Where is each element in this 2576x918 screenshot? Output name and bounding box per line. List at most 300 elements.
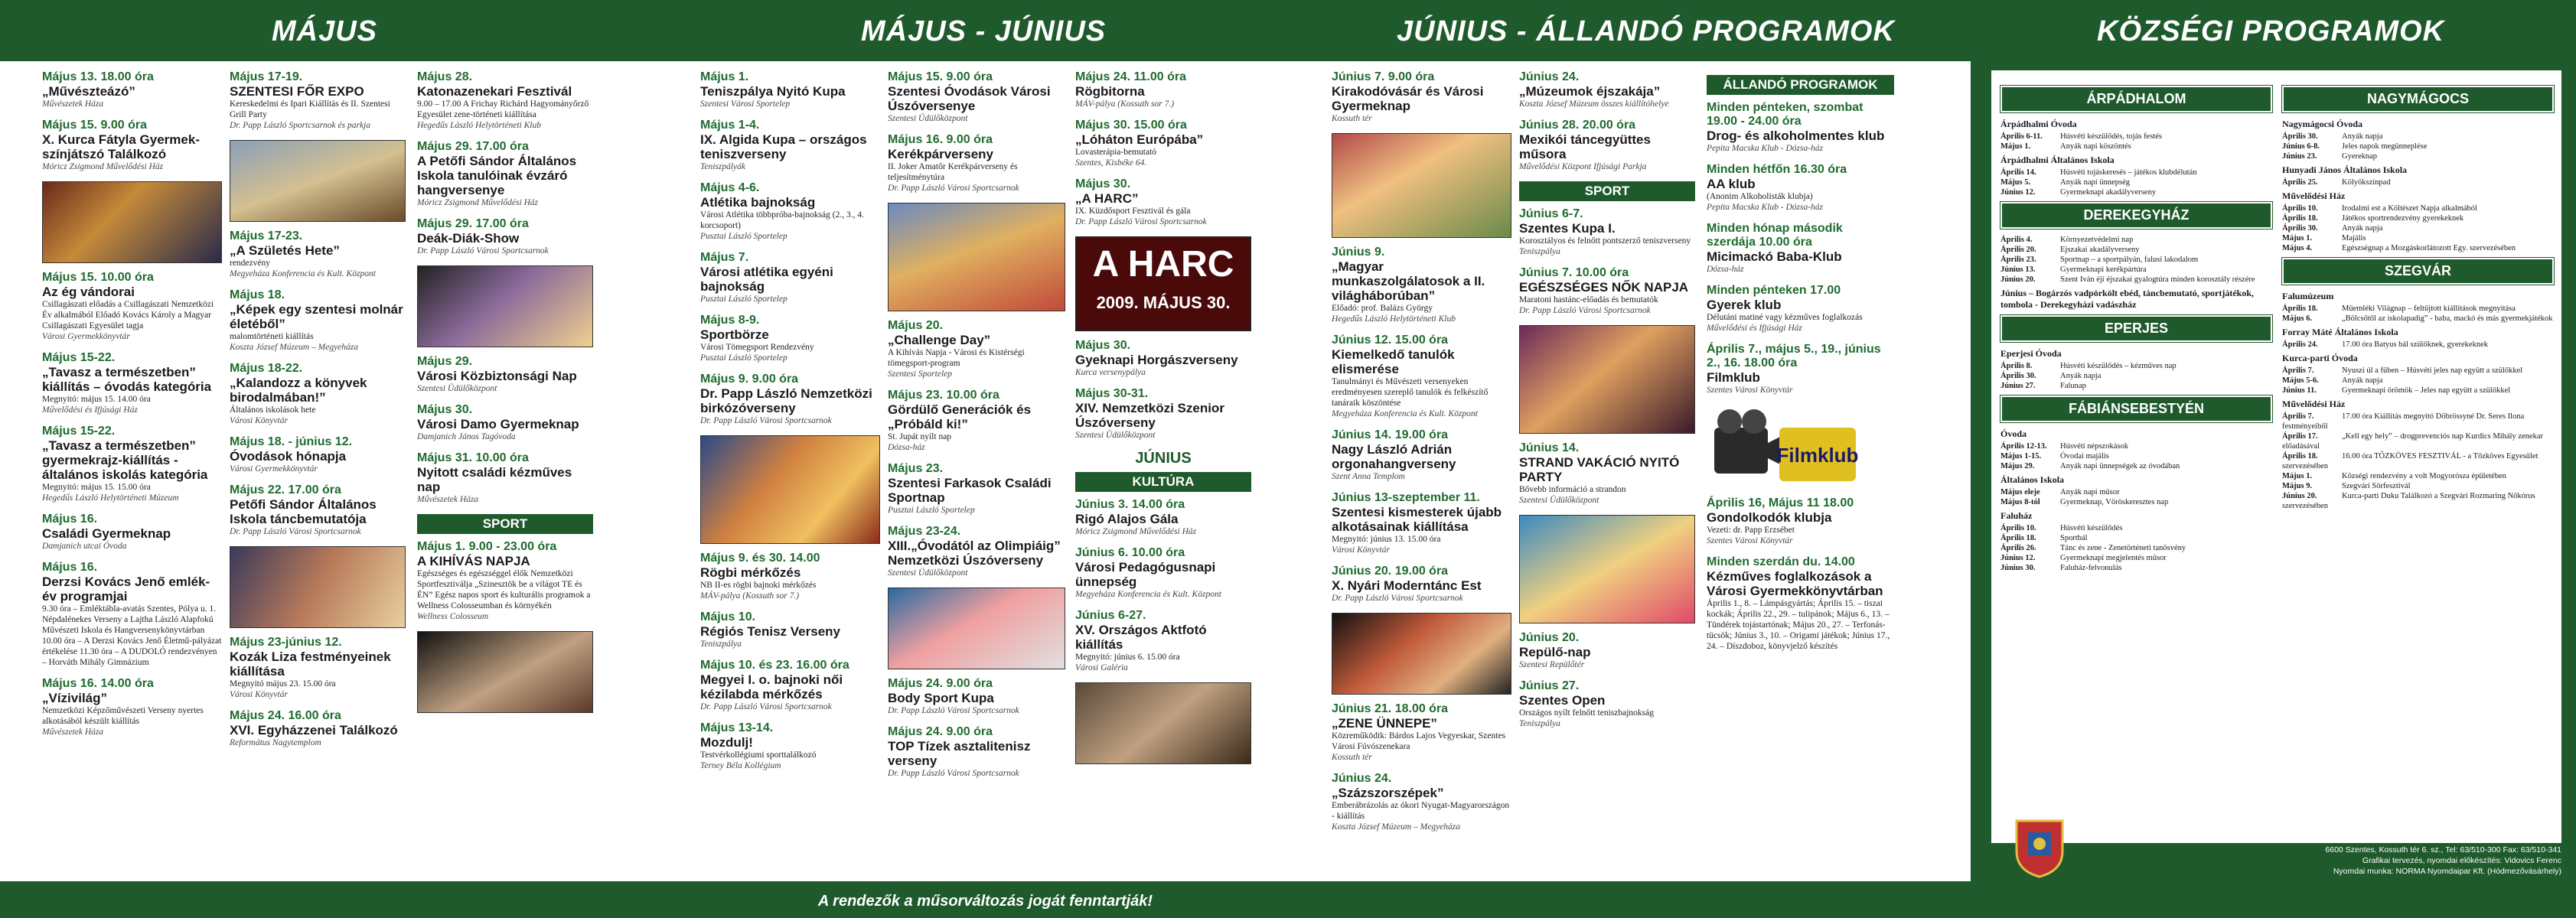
village-program-text: Ejszakai akadályverseny	[2060, 246, 2140, 254]
village-program-line	[2000, 275, 2272, 285]
village-program-line	[2000, 255, 2272, 265]
event-title: Városi Damo Gyermeknap	[417, 417, 579, 431]
event-venue: Dr. Papp László Városi Sportcsarnok	[417, 246, 549, 256]
event-date: Május 24. 9.00 óra	[888, 725, 993, 738]
event-venue: Református Nagytemplom	[230, 738, 321, 747]
event-venue: Kossuth tér	[1332, 114, 1372, 123]
event-title: Gyerek klub	[1707, 298, 1782, 312]
event-date: Június 13-szeptember 11.	[1332, 491, 1480, 504]
event-desc: 9.00 – 17.00 A Frichay Richárd Hagyományőrző Egyesület zene-történeti kiállítása	[417, 99, 589, 119]
village-section-title: EPERJES	[2000, 315, 2272, 342]
village-venue-heading: Forray Máté Általános Iskola	[2282, 327, 2398, 337]
village-program-text: Községi rendezvény a volt Mogyorósza épületében	[2342, 472, 2506, 480]
event-desc: A Kihívás Napja - Városi és Kistérségi tömegsport-program	[888, 348, 1025, 368]
event-date: Április 7., május 5., 19., június 2., 16. 18.00 óra	[1707, 343, 1881, 369]
event-date: Május 10. és 23. 16.00 óra	[700, 659, 849, 672]
event-venue: Dr. Papp László Sportcsarnok és parkja	[230, 121, 371, 130]
event-date: Május 15-22.	[42, 351, 116, 364]
event-date: Május 16.	[42, 561, 98, 574]
village-section-title: FÁBIÁNSEBESTYÉN	[2000, 396, 2272, 422]
event-desc: Megnyitó: május 15. 15.00 óra	[42, 483, 151, 492]
village-program-text: Majális	[2342, 234, 2366, 243]
village-program-text: Húsvéti készülődés	[2060, 524, 2123, 532]
event-venue: Wellness Colosseum	[417, 612, 489, 621]
village-program-line	[2000, 381, 2272, 391]
colophon-publisher: Kiadja: Szentes Város Önkormányzata Polgármesteri Hivatala	[2340, 813, 2561, 822]
village-program-text: Környezetvédelmi nap	[2060, 236, 2134, 244]
village-program-text: 17.00 óra Batyus bál szülőknek, gyerekeknek	[2342, 340, 2488, 349]
village-venue-heading: Művelődési Ház	[2282, 399, 2346, 409]
event-title: „Képek egy szentesi molnár életéből”	[230, 302, 403, 331]
village-program-date: Május 1.	[2282, 472, 2313, 480]
event-date: Június 7. 9.00 óra	[1332, 70, 1435, 83]
village-program-text: Anyák napja	[2060, 372, 2102, 380]
village-program-text: Anyák napja	[2342, 224, 2383, 233]
village-program-text: Gyermeknapi megjelentés műsor	[2060, 554, 2167, 562]
event-date: Június 6-7.	[1519, 207, 1583, 220]
event-date: Május 1. 9.00 - 23.00 óra	[417, 540, 557, 553]
event-venue: Pusztai László Sportelep	[700, 232, 787, 241]
column-8	[1519, 70, 1695, 866]
event-title: „A HARC”	[1075, 191, 1139, 206]
event-date: Május 16.	[42, 513, 98, 526]
village-program-line	[2000, 177, 2272, 187]
village-program-line	[2000, 487, 2272, 497]
event-desc: Megnyitó: június 6. 15.00 óra	[1075, 653, 1180, 662]
event-date: Június 3. 14.00 óra	[1075, 498, 1185, 511]
event-title: A Petőfi Sándor Általános Iskola tanulóinak évzáró hangversenye	[417, 154, 577, 197]
village-program-date: Május eleje	[2000, 488, 2040, 496]
village-program-date: Április 7.	[2282, 366, 2314, 375]
village-program-date: Április 30.	[2000, 372, 2036, 380]
event-title: XV. Országos Aktfotó kiállítás	[1075, 623, 1207, 652]
event-title: Katonazenekari Fesztivál	[417, 84, 572, 99]
village-program-text: Szegvári Sörfesztivál	[2342, 482, 2411, 490]
event-title: AA klub	[1707, 177, 1756, 191]
village-program-line	[2000, 361, 2272, 371]
village-program-text: 17.00 óra Kiállítás megnyitó Döbrössyné Dr. Seres Ilona festményeiből	[2282, 412, 2525, 431]
event-title: Városi Közbiztonsági Nap	[417, 369, 577, 383]
event-desc: malomtörténeti kiállítás	[230, 332, 314, 341]
village-program-text: Anyák napja	[2342, 376, 2383, 385]
village-program-line	[2000, 523, 2272, 533]
village-venue-heading: Óvoda	[2000, 428, 2027, 439]
village-program-line	[2000, 543, 2272, 553]
village-program-line	[2000, 265, 2272, 275]
event-desc: Csillagászati előadás a Csillagászati Nemzetközi Év alkalmából Előadó Kovács Károly a Magyar Csillagászati Egyesület tagja	[42, 300, 214, 330]
event-date: Május 24. 9.00 óra	[888, 677, 993, 690]
village-program-date: Május 29.	[2000, 462, 2035, 470]
village-section-title: ÁRPÁDHALOM	[2000, 86, 2272, 112]
event-date: Minden hónap második szerdája 10.00 óra	[1707, 222, 1843, 249]
event-venue: Dr. Papp László Városi Sportcsarnok	[700, 416, 832, 425]
village-program-line	[2000, 187, 2272, 197]
event-date: Május 30.	[417, 403, 473, 416]
event-title: „Tavasz a természetben” gyermekrajz-kiállítás - általános iskolás kategória	[42, 438, 208, 482]
village-program-text: Húsvéti népszokások	[2060, 442, 2128, 451]
photo-modern-dance	[1332, 613, 1511, 695]
event-desc: Maratoni hastánc-előadás és bemutatók	[1519, 295, 1658, 304]
column-9-allando	[1707, 70, 1894, 866]
event-title: „Tavasz a természetben” kiállítás – óvodás kategória	[42, 365, 212, 394]
village-program-date: Április 18.	[2282, 452, 2318, 461]
village-program-date: Június 27.	[2000, 382, 2036, 390]
event-title: Családi Gyermeknap	[42, 526, 171, 541]
village-program-date: Április 18.	[2282, 214, 2318, 223]
event-venue: Pepita Macska Klub - Dózsa-ház	[1707, 144, 1824, 153]
event-date: Május 1.	[700, 70, 749, 83]
event-date: Május 22. 17.00 óra	[230, 483, 341, 496]
colophon	[1991, 812, 2561, 877]
village-program-line	[2282, 314, 2554, 324]
photo-expo	[230, 140, 406, 222]
village-program-line	[2282, 223, 2554, 233]
event-venue: Koszta József Múzeum összes kiállítóhelye	[1519, 99, 1669, 109]
event-venue: Városi Gyermekkönyvtár	[42, 332, 130, 341]
event-title: Gördülő Generációk és „Próbáld ki!”	[888, 402, 1032, 431]
photo-belly-dance	[1519, 325, 1695, 434]
event-title: Városi Pedagógusnapi ünnepség	[1075, 560, 1216, 589]
event-date: Május 24. 11.00 óra	[1075, 70, 1186, 83]
poster-date: 2009. MÁJUS 30.	[1096, 293, 1231, 312]
village-program-line	[2000, 461, 2272, 471]
event-venue: Dr. Papp László Városi Sportcsarnok	[230, 527, 361, 536]
village-program-date: Április 17.	[2282, 432, 2318, 441]
column-1	[42, 70, 222, 866]
event-title: EGÉSZSÉGES NŐK NAPJA	[1519, 280, 1689, 295]
event-venue: Városi Könyvtár	[230, 690, 288, 699]
photo-show	[417, 265, 593, 347]
event-venue: Dózsa-ház	[1707, 265, 1744, 274]
section-allando-programok: ÁLLANDÓ PROGRAMOK	[1707, 75, 1894, 95]
village-program-line	[2000, 142, 2272, 151]
event-venue: Damjanich utcai Óvoda	[42, 542, 127, 551]
event-title: Szentesi kismesterek újabb alkotásainak kiállítása	[1332, 505, 1502, 534]
village-program-line	[2000, 563, 2272, 573]
event-date: Május 1-4.	[700, 119, 760, 132]
event-venue: Megyeháza Konferencia és Kult. Központ	[1075, 590, 1221, 599]
section-junius: JÚNIUS	[1135, 450, 1192, 467]
event-date: Június 20. 19.00 óra	[1332, 565, 1449, 578]
event-title: Szentes Open	[1519, 693, 1606, 708]
village-program-date: Június 12.	[2000, 554, 2036, 562]
event-title: Filmklub	[1707, 370, 1760, 385]
event-date: Június 27.	[1519, 679, 1580, 692]
event-venue: Szentesi Üdülőközpont	[888, 114, 968, 123]
event-venue: Móricz Zsigmond Művelődési Ház	[417, 198, 539, 207]
village-venue-heading: Hunyadi János Általános Iskola	[2282, 164, 2408, 175]
village-venue-heading: Falumúzeum	[2282, 291, 2334, 301]
village-program-line	[2000, 451, 2272, 461]
event-title: Szentesi Óvodások Városi Úszóversenye	[888, 84, 1051, 113]
poster-title: A HARC	[1092, 244, 1234, 285]
village-section-title: NAGYMÁGOCS	[2282, 86, 2554, 112]
event-venue: Városi Könyvtár	[230, 416, 288, 425]
event-venue: Pusztai László Sportelep	[700, 295, 787, 304]
column-6	[1075, 70, 1251, 866]
event-date: Május 29. 17.00 óra	[417, 217, 529, 230]
event-venue: Művészetek Háza	[417, 495, 479, 504]
village-program-line	[2000, 533, 2272, 543]
village-program-text: Gyermeknapi örömök – Jeles nap együtt a szülőkkel	[2342, 386, 2511, 395]
event-date: Minden szerdán du. 14.00	[1707, 555, 1855, 568]
event-date: Április 16, Május 11 18.00	[1707, 496, 1854, 509]
village-program-line	[2282, 412, 2554, 431]
village-program-date: Április 7.	[2282, 412, 2314, 421]
event-desc: II. Joker Amatőr Kerékpárverseny és teljesítménytúra	[888, 162, 1018, 182]
village-program-text: Sportnap – a sportpályán, falusi lakodalom	[2060, 256, 2199, 264]
colophon-address: 6600 Szentes, Kossuth tér 6. sz., Tel: 63/510-300 Fax: 63/510-341	[2325, 845, 2561, 855]
photo-cyclists	[888, 203, 1065, 311]
panel-left-column	[2000, 81, 2272, 573]
event-title: SZENTESI FŐR EXPO	[230, 84, 364, 99]
event-date: Május 18. - június 12.	[230, 435, 353, 448]
event-date: Május 23. 10.00 óra	[888, 389, 999, 402]
event-venue: Terney Béla Kollégium	[700, 761, 781, 770]
event-venue: Dr. Papp László Városi Sportcsarnok	[888, 184, 1019, 193]
event-title: Derzsi Kovács Jenő emlék-év programjai	[42, 575, 210, 604]
event-date: Május 9. 9.00 óra	[700, 373, 799, 386]
event-title: XIII.„Óvodától az Olimpiáig” Nemzetközi Úszóverseny	[888, 539, 1061, 568]
village-program-date: Május 4.	[2282, 244, 2313, 252]
event-venue: Szentesi Üdülőközpont	[888, 568, 968, 578]
village-venue-heading: Művelődési Ház	[2282, 190, 2346, 201]
village-program-text: Anyák napi ünnepség	[2060, 178, 2130, 187]
village-program-date: Május 1-15.	[2000, 452, 2042, 461]
event-venue: Megyeháza Konferencia és Kult. Központ	[1332, 409, 1478, 418]
village-program-date: Április 23.	[2000, 256, 2036, 264]
village-program-line	[2282, 233, 2554, 243]
village-program-line	[2282, 366, 2554, 376]
event-venue: Városi Galéria	[1075, 663, 1128, 672]
village-program-line	[2282, 481, 2554, 491]
event-title: Szentes Kupa I.	[1519, 221, 1616, 236]
change-notice: A rendezők a műsorváltozás jogát fenntartják!	[817, 893, 1153, 910]
village-program-line	[2282, 431, 2554, 451]
village-program-line	[2282, 376, 2554, 386]
event-date: Május 15. 9.00 óra	[42, 119, 147, 132]
event-date: Május 30.	[1075, 339, 1131, 352]
event-desc: Közreműködik: Bárdos Lajos Vegyeskar, Szentes Városi Fúvószenekara	[1332, 731, 1506, 751]
event-title: Régiós Tenisz Verseny	[700, 624, 840, 639]
event-date: Június 9.	[1332, 246, 1385, 259]
photo-fair	[1332, 133, 1511, 238]
header-junius-allando: JÚNIUS - ÁLLANDÓ PROGRAMOK	[1397, 15, 1895, 47]
village-program-line	[2282, 203, 2554, 213]
village-program-line	[2282, 386, 2554, 396]
event-desc: St. Jupát nyílt nap	[888, 432, 952, 441]
village-program-text: Anyák napi köszöntés	[2060, 142, 2131, 151]
event-venue: Dr. Papp László Városi Sportcsarnok	[888, 769, 1019, 778]
event-desc: Nemzetközi Képzőművészeti Verseny nyertes alkotásából készült kiállítás	[42, 706, 204, 726]
village-program-text: Tánc és zene - Zenetörténeti tanösvény	[2060, 544, 2186, 552]
filmklub-logo	[1707, 405, 1894, 489]
event-desc: Április 1., 8. – Lámpásgyártás; Április 15. – tiszai kockák; Április 22., 29. – tulipánok; Május 6., 13. – Tündérek tojástartónak; Május 20., 27. – Terfonás-tücsök; Június 3., 10. – Origami játékok; Június 17., 24. – Díszdoboz, könyvjelző készítés	[1707, 599, 1890, 651]
event-title: Nagy László Adrián orgonahangverseny	[1332, 442, 1456, 471]
event-venue: Városi Könyvtár	[1332, 545, 1390, 555]
village-program-date: Április 6-11.	[2000, 132, 2043, 141]
event-title: Kozák Liza festményeinek kiállítása	[230, 649, 391, 679]
event-date: Június 6-27.	[1075, 609, 1146, 622]
event-venue: Szentes, Kisbéke 64.	[1075, 158, 1147, 168]
event-desc: 9.30 óra – Emléktábla-avatás Szentes, Pólya u. 1. Népdalénekes Verseny a Lajtha László Alapfokú Művészeti Iskola és Hangversenykönyvtárban 10.00 óra – A Derzsi Kovács Jenő Életmű-pályázat értékelése 11.30 óra – A DUDOLÓ rendezvényen – Horváth Mihály Gimnázium	[42, 604, 222, 667]
event-desc: NB II-es rögbi bajnoki mérkőzés	[700, 581, 817, 590]
panel-right-column	[2282, 81, 2554, 511]
village-program-line	[2282, 491, 2554, 511]
event-desc: Előadó: prof. Balázs György	[1332, 304, 1433, 313]
event-title: Kirakodóvásár és Városi Gyermeknap	[1332, 84, 1484, 113]
photo-sport-day	[417, 631, 593, 713]
event-venue: Művelődési és Ifjúsági Ház	[1707, 324, 1802, 333]
event-venue: Móricz Zsigmond Művelődési Ház	[42, 162, 164, 171]
event-desc: rendezvény	[230, 259, 270, 268]
village-program-line	[2282, 132, 2554, 142]
village-program-date: Április 20.	[2000, 246, 2036, 254]
village-program-date: Május 9.	[2282, 482, 2313, 490]
village-program-date: Június 12.	[2000, 188, 2036, 197]
section-sport-june: SPORT	[1519, 181, 1695, 201]
village-program-line	[2000, 441, 2272, 451]
colophon-responsible: Felelős kiadó: Szirbik Imre polgármester	[2418, 824, 2561, 833]
event-title: Megyei I. o. bajnoki női kézilabda mérkőzés	[700, 672, 843, 702]
village-venue-heading: Június – Bogárzós vadpörkölt ebéd, táncbemutató, sportjátékok, tombola - Derekegyházi vadászház	[2000, 288, 2255, 310]
colophon-editor: Szerkesztőség: Szentes Város Önkormányzata Polgármesteri Hivatala	[2310, 835, 2561, 844]
event-date: Június 7. 10.00 óra	[1519, 266, 1629, 279]
event-date: Május 9. és 30. 14.00	[700, 552, 820, 565]
event-venue: Szentesi Repülőtér	[1519, 660, 1585, 669]
village-program-date: Június 13.	[2000, 265, 2036, 274]
event-date: Május 8-9.	[700, 314, 760, 327]
event-date: Május 30-31.	[1075, 387, 1149, 400]
event-title: Drog- és alkoholmentes klub	[1707, 129, 1885, 143]
village-program-date: Május 5-6.	[2282, 376, 2319, 385]
event-title: Teniszpálya Nyitó Kupa	[700, 84, 846, 99]
village-program-line	[2282, 471, 2554, 481]
event-desc: Korosztályos és felnőtt pontszerző teniszverseny	[1519, 236, 1691, 246]
village-venue-heading: Faluház	[2000, 510, 2033, 521]
event-venue: Szentesi Városi Sportelep	[700, 99, 791, 109]
event-date: Május 10.	[700, 610, 756, 623]
event-date: Május 20.	[888, 319, 944, 332]
event-title: Gyeknapi Horgászverseny	[1075, 353, 1238, 367]
event-date: Május 13-14.	[700, 721, 774, 734]
event-venue: Kurca versenypálya	[1075, 368, 1146, 377]
section-kultura: KULTÚRA	[1075, 472, 1251, 492]
event-venue: Teniszpálya	[1519, 247, 1560, 256]
event-venue: Pepita Macska Klub - Dózsa-ház	[1707, 203, 1824, 212]
event-venue: Koszta József Múzeum – Megyeháza	[230, 343, 359, 352]
village-program-date: Április 30.	[2282, 224, 2318, 233]
event-venue: Művelődési és Ifjúsági Ház	[42, 405, 138, 415]
event-date: Május 23-24.	[888, 525, 961, 538]
village-program-text: Játékos sportrendezvény gyerekeknek	[2342, 214, 2464, 223]
event-title: Kiemelkedő tanulók elismerése	[1332, 347, 1455, 376]
event-date: Június 20.	[1519, 631, 1580, 644]
event-date: Május 23-június 12.	[230, 636, 342, 649]
event-venue: Móricz Zsigmond Művelődési Ház	[1075, 527, 1197, 536]
event-desc: Tanulmányi és Művészeti versenyeken eredményesen szereplő tanulók és felkészítő tanáraik köszöntése	[1332, 377, 1489, 408]
event-desc: Testvérkollégiumi sporttalálkozó	[700, 750, 817, 760]
event-date: Június 14. 19.00 óra	[1332, 428, 1449, 441]
event-title: „Vízivilág”	[42, 691, 108, 705]
event-desc: Városi Atlétika többpróba-bajnokság (2., 3., 4. korcsoport)	[700, 210, 864, 230]
event-date: Május 31. 10.00 óra	[417, 451, 529, 464]
event-title: „Százszorszépek”	[1332, 786, 1444, 800]
village-program-line	[2000, 132, 2272, 142]
event-date: Május 7.	[700, 251, 749, 264]
event-title: Mexikói táncegyüttes műsora	[1519, 132, 1651, 161]
event-date: Május 13. 18.00 óra	[42, 70, 154, 83]
event-desc: Emberábrázolás az ókori Nyugat-Magyarországon - kiállítás	[1332, 801, 1510, 821]
village-program-text: Anyák napi ünnepségek az óvodában	[2060, 462, 2180, 470]
village-program-date: Április 18.	[2000, 534, 2036, 542]
event-venue: Pusztai László Sportelep	[888, 506, 975, 515]
event-title: Sportbörze	[700, 327, 769, 342]
photo-swimmers	[888, 588, 1065, 669]
a-harc-poster	[1075, 236, 1251, 331]
village-program-text: Gyermeknap, Vöröskeresztes nap	[2060, 498, 2169, 506]
village-program-text: Falunap	[2060, 382, 2086, 390]
event-desc: Kereskedelmi és Ipari Kiállítás és II. Szentesi Grill Party	[230, 99, 390, 119]
event-title: Micimackó Baba-Klub	[1707, 249, 1842, 264]
village-program-date: Június 20.	[2282, 492, 2317, 500]
event-title: Kerékpárverseny	[888, 147, 993, 161]
village-program-text: Húsvéti készülődés, tojás festés	[2060, 132, 2162, 141]
event-title: XIV. Nemzetközi Szenior Úszóverseny	[1075, 401, 1224, 430]
village-program-text: Húsvéti tojáskeresés – játékos klubdélután	[2060, 168, 2197, 177]
event-venue: Dr. Papp László Városi Sportcsarnok	[1332, 594, 1463, 603]
event-desc: Egészséges és egészséggel élők Nemzetközi Sportfesztiválja „Szinesztök be a világot TE és ÉN” Egész napos sport és kulturális programok a Wellness Colosseumban és környékén	[417, 569, 591, 610]
village-program-text: Gyermeknapi akadályverseny	[2060, 188, 2157, 197]
village-program-date: Május 6.	[2282, 314, 2313, 323]
village-program-date: Április 12-13.	[2000, 442, 2047, 451]
photo-aktfoto	[1075, 682, 1251, 764]
column-5	[888, 70, 1065, 866]
event-venue: Szentesi Üdülőközpont	[1519, 496, 1599, 505]
village-program-line	[2000, 235, 2272, 245]
village-program-text: Szent Iván éji éjszakai gyalogtúra minden korosztály részére	[2060, 275, 2255, 284]
event-venue: Szentesi Sportelep	[888, 369, 952, 379]
village-program-text: Anyák napi műsor	[2060, 488, 2120, 496]
village-program-line	[2000, 497, 2272, 507]
village-program-text: Egészségnap a Mozgáskorlátozott Egy. szervezésében	[2342, 244, 2516, 252]
event-venue: Dr. Papp László Városi Sportcsarnok	[700, 702, 832, 711]
event-venue: Hegedűs László Helytörténeti Klub	[417, 121, 541, 130]
event-desc: Megnyitó május 23. 15.00 óra	[230, 679, 336, 688]
event-venue: Dózsa-ház	[888, 443, 925, 452]
event-venue: Teniszpályák	[700, 162, 745, 171]
event-desc: Városi Tömegsport Rendezvény	[700, 343, 814, 352]
event-date: Június 12. 15.00 óra	[1332, 334, 1449, 347]
event-title: Repülő-nap	[1519, 645, 1591, 659]
event-venue: Szentes Városi Könyvtár	[1707, 536, 1793, 545]
event-title: Szentesi Farkasok Családi Sportnap	[888, 476, 1052, 505]
event-title: IX. Algida Kupa – országos teniszverseny	[700, 132, 867, 161]
village-program-line	[2282, 213, 2554, 223]
event-date: Június 24.	[1332, 772, 1392, 785]
event-desc: Vezeti: dr. Papp Erzsébet	[1707, 526, 1795, 535]
event-venue: Szentes Városi Könyvtár	[1707, 386, 1793, 395]
event-date: Június 14.	[1519, 441, 1580, 454]
village-program-text: 16.00 óra TŐZKÖVES FESZTIVÁL - a Tőzköves Egyesület szervezésében	[2282, 452, 2539, 470]
event-venue: Teniszpálya	[700, 640, 742, 649]
event-date: Május 18-22.	[230, 362, 303, 375]
village-program-date: Június 11.	[2282, 386, 2317, 395]
column-7	[1332, 70, 1511, 866]
event-title: Body Sport Kupa	[888, 691, 994, 705]
village-program-text: „Bölcsőtől az iskolapadig” - baba, mackó és más gyermekjátékok	[2342, 314, 2553, 323]
header-kozsegi: KÖZSÉGI PROGRAMOK	[2097, 15, 2445, 47]
